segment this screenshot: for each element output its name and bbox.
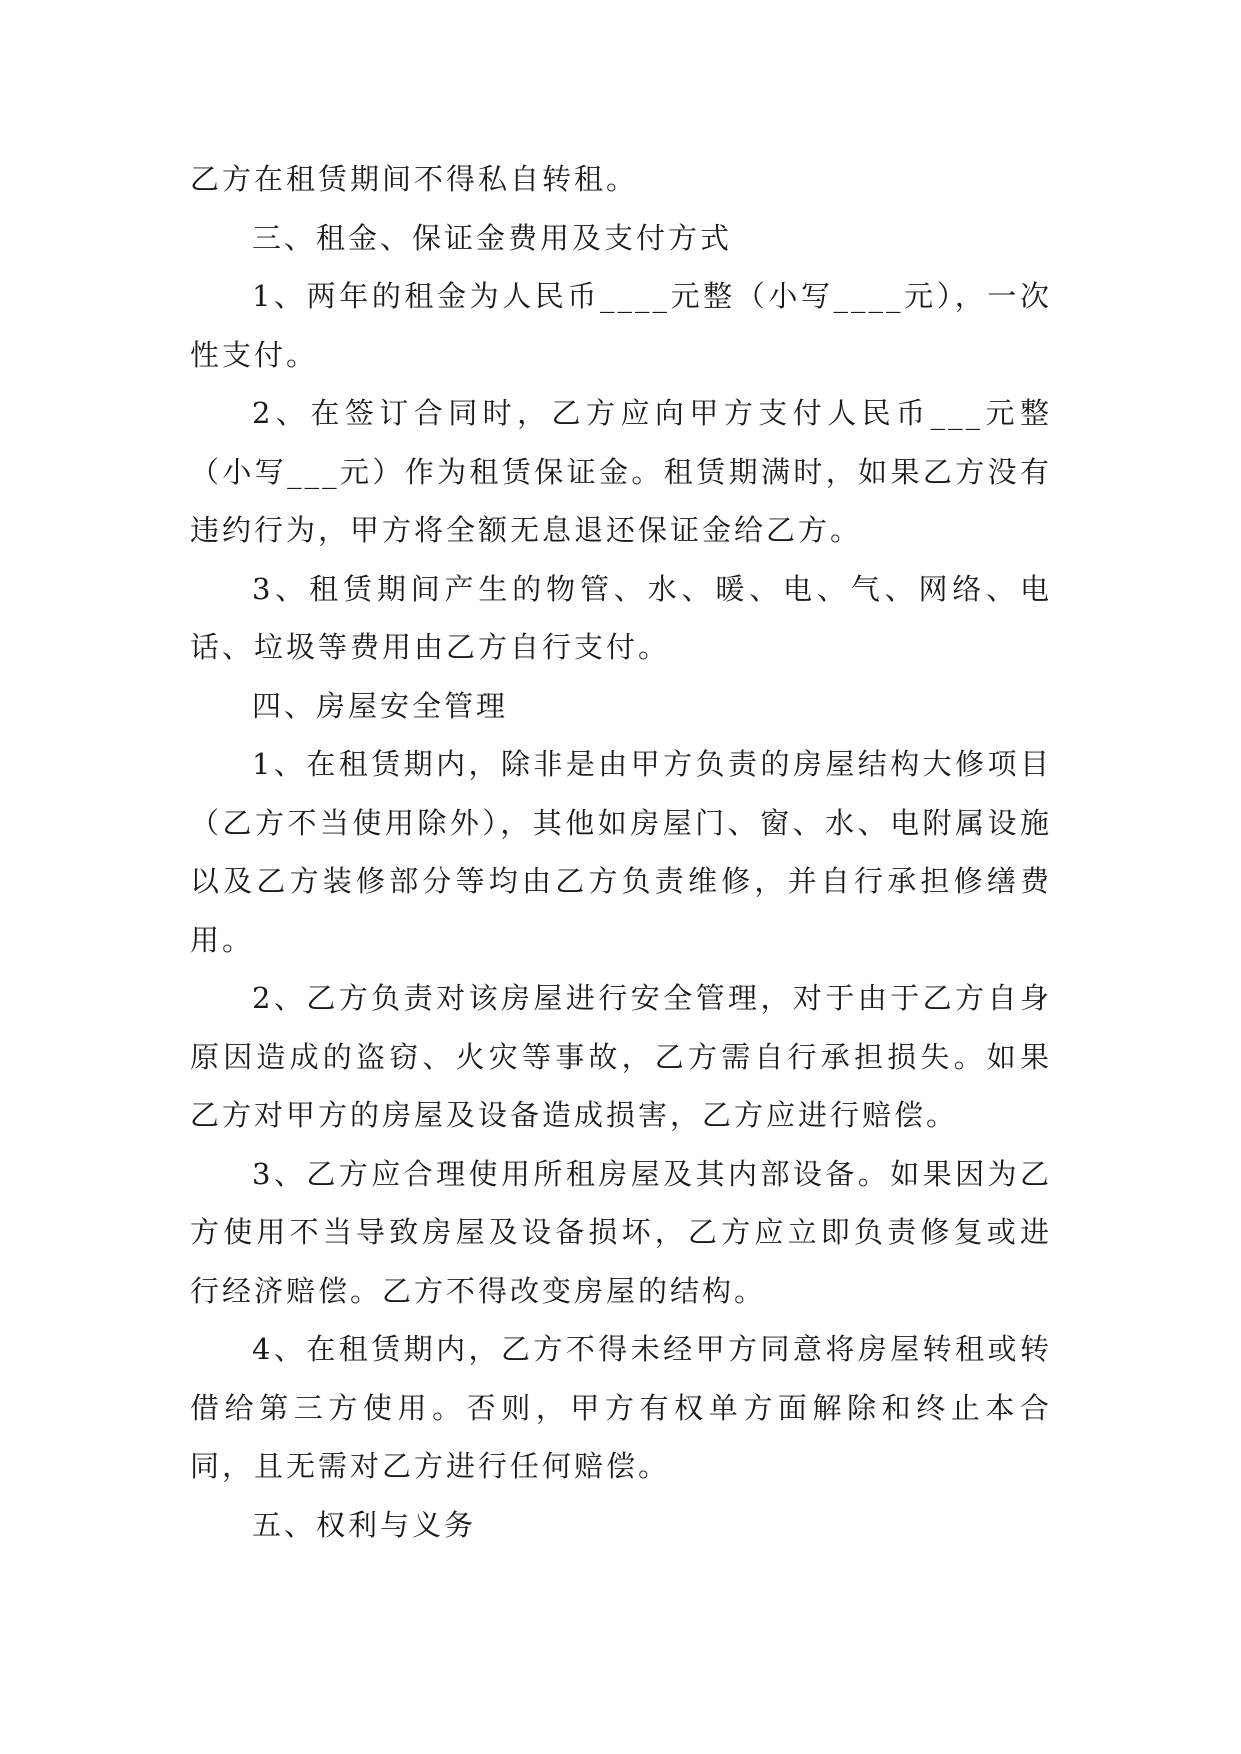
paragraph-security-management: 2、乙方负责对该房屋进行安全管理，对于由于乙方自身原因造成的盗窃、火灾等事故，乙方需自行承担损失。如果乙方对甲方的房屋及设备造成损害，乙方应进行赔偿。	[190, 981, 1052, 1132]
paragraph-sublease-clause: 乙方在租赁期间不得私自转租。	[190, 162, 639, 196]
paragraph-deposit: 2、在签订合同时，乙方应向甲方支付人民币___元整（小写___元）作为租赁保证金。租赁期满时，如果乙方没有违约行为，甲方将全额无息退还保证金给乙方。	[190, 396, 1052, 547]
paragraph-proper-use: 3、乙方应合理使用所租房屋及其内部设备。如果因为乙方使用不当导致房屋及设备损坏，乙方应立即负责修复或进行经济赔偿。乙方不得改变房屋的结构。	[190, 1156, 1052, 1308]
document-body	[190, 150, 1052, 1554]
paragraph-repairs: 1、在租赁期内，除非是由甲方负责的房屋结构大修项目（乙方不当使用除外），其他如房屋门、窗、水、电附属设施以及乙方装修部分等均由乙方负责维修，并自行承担修缮费用。	[190, 747, 1052, 957]
section-heading-rights-obligations: 五、权利与义务	[252, 1507, 477, 1542]
paragraph-utility-fees: 3、租赁期间产生的物管、水、暖、电、气、网络、电话、垃圾等费用由乙方自行支付。	[190, 571, 1052, 664]
section-heading-rent-deposit: 三、租金、保证金费用及支付方式	[252, 220, 733, 255]
paragraph-no-sublet: 4、在租赁期内，乙方不得未经甲方同意将房屋转租或转借给第三方使用。否则，甲方有权单方面解除和终止本合同，且无需对乙方进行任何赔偿。	[190, 1332, 1052, 1483]
paragraph-rent-amount: 1、两年的租金为人民币____元整（小写____元），一次性支付。	[190, 279, 1052, 372]
section-heading-safety: 四、房屋安全管理	[252, 688, 509, 723]
